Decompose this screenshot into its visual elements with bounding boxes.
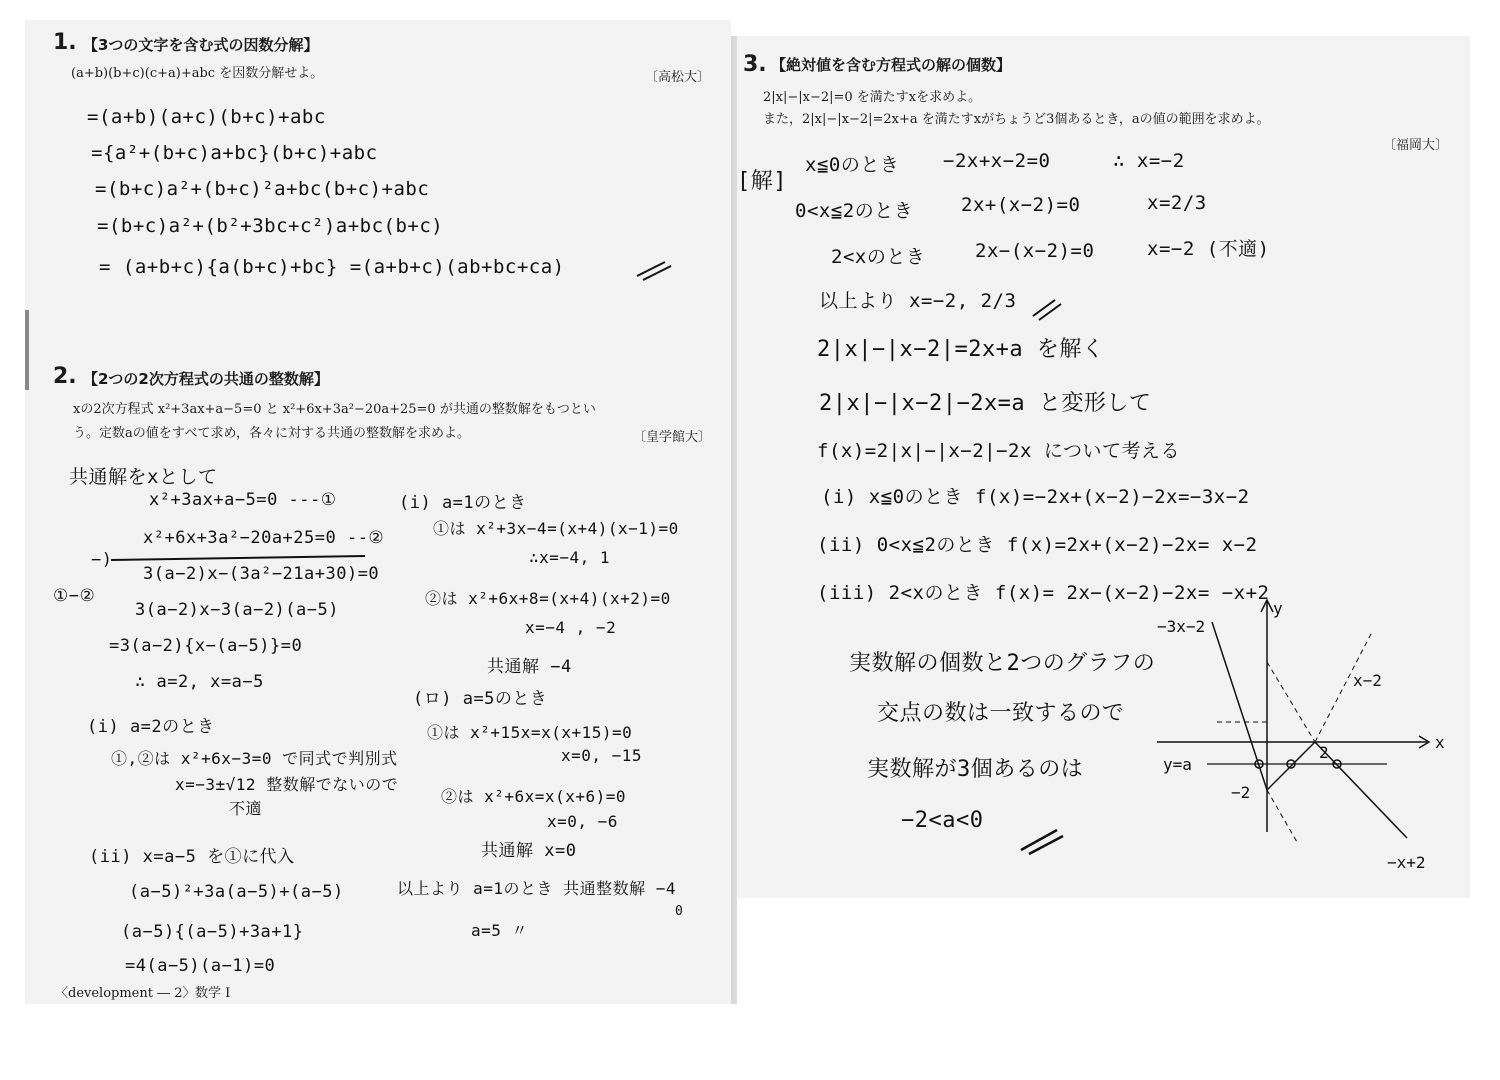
p2-work-line: 以上より a=1のとき 共通整数解 −4 bbox=[397, 879, 677, 898]
subtraction-line bbox=[109, 554, 369, 564]
problem-1-number: 1. bbox=[53, 30, 77, 55]
p3-work-line: 2<xのとき bbox=[831, 246, 926, 268]
line-x-minus-2 bbox=[1267, 742, 1315, 790]
p3-work-line: 交点の数は一致するので bbox=[877, 701, 1125, 726]
p2-work-line: 3(a−2)x−3(a−2)(a−5) bbox=[135, 600, 339, 620]
problem-3-title: 【絶対値を含む方程式の解の個数】 bbox=[771, 56, 1012, 74]
line-minus-x-plus-2 bbox=[1315, 742, 1407, 838]
p1-work-line: =(b+c)a²+(b²+3bc+c²)a+bc(b+c) bbox=[97, 215, 444, 237]
p3-work-line: (iii) 2<xのとき f(x)= 2x−(x−2)−2x= −x+2 bbox=[817, 582, 1270, 604]
p2-work-line: ∴ a=2, x=a−5 bbox=[135, 672, 264, 692]
dashed-extension bbox=[1267, 790, 1297, 842]
problem-2-statement-line2: う。定数aの値をすべて求め，各々に対する共通の整数解を求めよ。 bbox=[73, 426, 470, 441]
p2-work-line: (ロ) a=5のとき bbox=[413, 689, 548, 709]
p2-work-line: ①−② bbox=[53, 586, 96, 606]
problem-2-statement-line1: xの2次方程式 x²+3ax+a−5=0 と x²+6x+3a²−20a+25=0 が共通の整数解をもつとい bbox=[73, 402, 596, 417]
p3-work-line: x=2/3 bbox=[1147, 192, 1207, 214]
line-label: −3x−2 bbox=[1157, 617, 1206, 636]
p1-work-line: =(a+b)(a+c)(b+c)+abc bbox=[87, 106, 326, 128]
p2-work-line: =4(a−5)(a−1)=0 bbox=[125, 956, 276, 976]
p3-work-line: f(x)=2|x|−|x−2|−2x について考える bbox=[817, 440, 1180, 462]
p3-work-line: 0<x≦2のとき bbox=[795, 200, 914, 222]
p3-work-line: 実数解の個数と2つのグラフの bbox=[849, 651, 1156, 676]
problem-2-number: 2. bbox=[53, 364, 77, 389]
p1-work-line: ={a²+(b+c)a+bc}(b+c)+abc bbox=[91, 142, 378, 164]
p3-work-line: x=−2 (不適) bbox=[1147, 238, 1270, 260]
p1-work-line: =(b+c)a²+(b+c)²a+bc(b+c)+abc bbox=[95, 178, 430, 200]
line-label: y=a bbox=[1163, 755, 1192, 774]
p3-work-line: x≦0のとき bbox=[805, 154, 900, 176]
problem-2-title: 【2つの2次方程式の共通の整数解】 bbox=[83, 370, 329, 388]
p3-work-line: 2x−(x−2)=0 bbox=[975, 240, 1095, 262]
problem-3-line1: 2|x|−|x−2|=0 を満たすxを求めよ。 bbox=[763, 90, 982, 105]
p2-work-line: −) bbox=[91, 550, 113, 570]
p2-work-line: 共通解 x=0 bbox=[481, 841, 577, 861]
p1-work-line: = (a+b+c){a(b+c)+bc} =(a+b+c)(ab+bc+ca) bbox=[99, 256, 565, 278]
p3-work-line: ∴ x=−2 bbox=[1113, 150, 1185, 172]
p2-work-line: ②は x²+6x=x(x+6)=0 bbox=[441, 787, 626, 806]
p2-work-line: (i) a=2のとき bbox=[87, 717, 215, 737]
p2-work-line: 共通解をxとして bbox=[69, 466, 218, 488]
p2-work-line: x=−4 , −2 bbox=[525, 618, 617, 637]
right-page bbox=[737, 36, 1470, 898]
p2-work-line: (ii) x=a−5 を①に代入 bbox=[89, 847, 295, 867]
p3-work-line: 2x+(x−2)=0 bbox=[961, 194, 1081, 216]
answer-mark-icon bbox=[1017, 826, 1067, 856]
p3-work-line: 実数解が3個あるのは bbox=[867, 757, 1084, 782]
function-graph bbox=[1157, 592, 1467, 892]
tick-label: −2 bbox=[1231, 783, 1251, 802]
left-page bbox=[25, 20, 731, 1004]
problem-3-source: 〔福岡大〕 bbox=[1383, 138, 1449, 153]
y-axis-label: y bbox=[1273, 599, 1283, 618]
problem-1-statement: (a+b)(b+c)(c+a)+abc を因数分解せよ。 bbox=[71, 66, 324, 81]
p2-work-line: 3(a−2)x−(3a²−21a+30)=0 bbox=[143, 564, 380, 584]
p2-work-line: =3(a−2){x−(a−5)}=0 bbox=[109, 636, 303, 656]
p2-work-line: x²+6x+3a²−20a+25=0 --② bbox=[143, 528, 385, 548]
page-edge-mark bbox=[25, 310, 29, 390]
answer-mark-icon bbox=[1031, 298, 1065, 322]
p2-work-line: (i) a=1のとき bbox=[399, 493, 527, 513]
p3-work-line: [解] bbox=[737, 169, 787, 194]
p2-work-line: 不適 bbox=[229, 799, 263, 818]
problem-3-number: 3. bbox=[743, 52, 767, 77]
p3-work-line: 2|x|−|x−2|−2x=a と変形して bbox=[819, 391, 1152, 416]
dashed-extension bbox=[1267, 662, 1315, 742]
problem-2-source: 〔皇学館大〕 bbox=[633, 430, 712, 445]
p2-work-line: a=5 〃 bbox=[471, 921, 529, 940]
p2-work-line: ∴x=−4, 1 bbox=[529, 548, 611, 567]
line-label: −x+2 bbox=[1387, 853, 1426, 872]
p2-work-line: ①は x²+15x=x(x+15)=0 bbox=[427, 723, 633, 742]
p2-work-line: ②は x²+6x+8=(x+4)(x+2)=0 bbox=[425, 589, 671, 608]
p3-work-line: −2x+x−2=0 bbox=[943, 150, 1051, 172]
problem-3-line2: また，2|x|−|x−2|=2x+a を満たすxがちょうど3個あるとき，aの値の範囲を求めよ。 bbox=[763, 112, 1270, 127]
p2-work-line: x=0, −15 bbox=[561, 746, 643, 765]
problem-1-title: 【3つの文字を含む式の因数分解】 bbox=[83, 36, 319, 54]
p2-work-line: 共通解 −4 bbox=[487, 657, 572, 677]
p3-work-line: (i) x≦0のとき f(x)=−2x+(x−2)−2x=−3x−2 bbox=[821, 486, 1250, 508]
p2-work-line: ①は x²+3x−4=(x+4)(x−1)=0 bbox=[433, 519, 679, 538]
p3-work-line: −2<a<0 bbox=[901, 808, 984, 833]
p2-work-line: (a−5){(a−5)+3a+1} bbox=[121, 922, 304, 942]
p2-work-line: 0 bbox=[675, 904, 684, 919]
p2-work-line: (a−5)²+3a(a−5)+(a−5) bbox=[129, 882, 344, 902]
problem-1-source: 〔高松大〕 bbox=[645, 70, 711, 85]
tick-label: 2 bbox=[1319, 743, 1329, 762]
p3-work-line: 2|x|−|x−2|=2x+a を解く bbox=[817, 337, 1105, 362]
p2-work-line: x=−3±√12 整数解でないので bbox=[175, 775, 399, 794]
p3-work-line: (ii) 0<x≦2のとき f(x)=2x+(x−2)−2x= x−2 bbox=[817, 534, 1258, 556]
x-axis-label: x bbox=[1435, 733, 1445, 752]
p2-work-line: x=0, −6 bbox=[547, 812, 618, 831]
p2-work-line: x²+3ax+a−5=0 ---① bbox=[149, 490, 337, 510]
p2-work-line: ①,②は x²+6x−3=0 で同式で判別式 bbox=[111, 749, 398, 768]
p3-work-line: 以上より x=−2, 2/3 bbox=[819, 290, 1017, 312]
line-minus-3x-minus-2 bbox=[1212, 622, 1267, 790]
footer-subject: 数学 I bbox=[195, 986, 231, 1001]
footer-label: 〈development ― 2〉 bbox=[55, 986, 196, 1001]
line-label: x−2 bbox=[1353, 671, 1382, 690]
answer-mark-icon bbox=[635, 258, 675, 282]
